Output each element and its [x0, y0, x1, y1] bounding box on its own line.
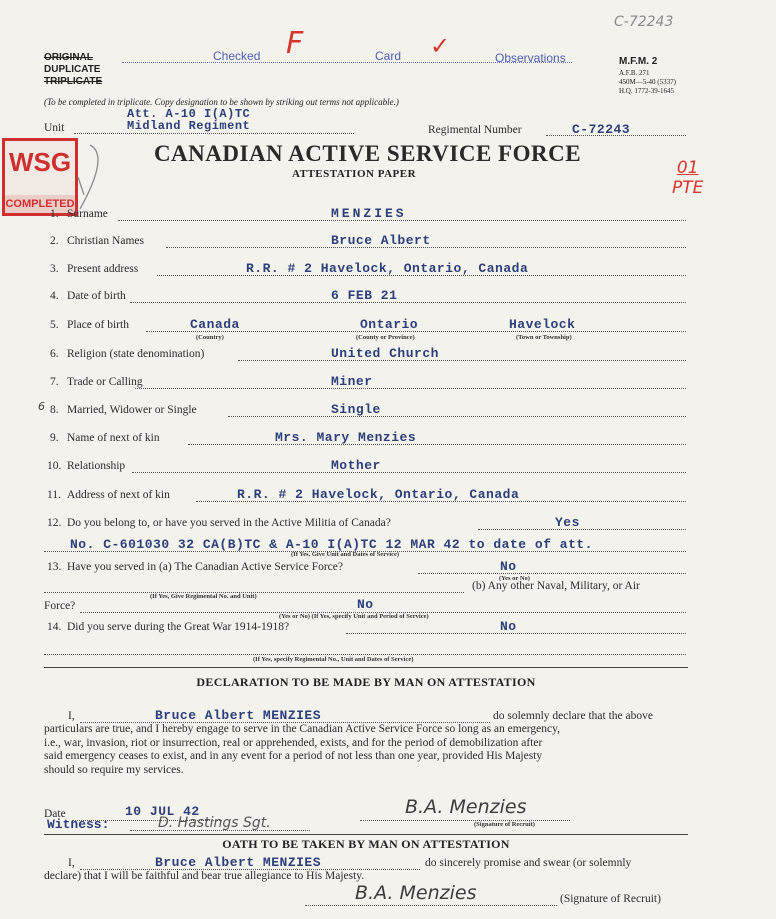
q5-caption-country: (Country): [196, 334, 224, 341]
unit-value-line1: Att. A-10 I(A)TC: [127, 107, 251, 121]
q7-trade-value: Miner: [331, 374, 373, 389]
q8-number: 8.: [50, 404, 59, 416]
oath-heading: OATH TO BE TAKEN BY MAN ON ATTESTATION: [222, 837, 510, 851]
copy-original: ORIGINAL: [44, 52, 93, 63]
q8-line: [228, 416, 686, 417]
q2-number: 2.: [50, 235, 59, 247]
observations-label: Observations: [495, 51, 566, 65]
q4-line: [130, 302, 686, 303]
card-check-mark: ✓: [430, 34, 451, 60]
q7-line: [135, 388, 686, 389]
q6-number: 6.: [50, 348, 59, 360]
form-code-afb: A.F.B. 271: [619, 69, 650, 77]
q12-label: Do you belong to, or have you served in the Active Militia of Canada?: [67, 517, 391, 529]
q14-caption: (If Yes, specify Regimental No., Unit and Dates of Service): [253, 656, 414, 663]
witness-label: Witness:: [47, 817, 110, 832]
q13-label: Have you served in (a) The Canadian Active Service Force?: [67, 561, 343, 573]
q11-label: Address of next of kin: [67, 489, 170, 501]
q10-relationship-value: Mother: [331, 458, 381, 473]
q14-detail-line: [44, 654, 686, 655]
form-code-print: 450M—5-40 (5337): [619, 78, 676, 86]
q6-label: Religion (state denomination): [67, 348, 205, 360]
card-label: Card: [375, 49, 402, 63]
q13b-label: (b) Any other Naval, Military, or Air: [472, 580, 640, 592]
q4-number: 4.: [50, 290, 59, 302]
q13b-caption: (Yes or No) (If Yes, specify Unit and Period of Service): [279, 613, 429, 620]
q2-label: Christian Names: [67, 235, 144, 247]
q13-caption-a: (If Yes, Give Regimental No. and Unit): [150, 593, 257, 600]
unit-label: Unit: [44, 122, 65, 134]
q10-label: Relationship: [67, 460, 126, 472]
q5-number: 5.: [50, 319, 59, 331]
q5-country-value: Canada: [190, 317, 240, 332]
q9-next-of-kin-value: Mrs. Mary Menzies: [275, 430, 417, 445]
q12-number: 12.: [47, 517, 62, 529]
q10-line: [132, 472, 686, 473]
form-codes: [619, 69, 676, 96]
q13a-answer: No: [500, 559, 517, 574]
unit-line: [74, 133, 354, 134]
q8-margin-note: 6: [38, 400, 45, 413]
declaration-date-value: 10 JUL 42: [125, 804, 200, 819]
signature-line-1: [360, 820, 570, 821]
q5-town-value: Havelock: [509, 317, 576, 332]
declaration-name-value: Bruce Albert MENZIES: [155, 708, 322, 723]
copy-designation: [44, 52, 102, 88]
witness-signature: D. Hastings Sgt.: [158, 815, 271, 831]
declaration-date-label: Date: [44, 808, 66, 820]
copy-duplicate: DUPLICATE: [44, 64, 101, 75]
q7-number: 7.: [50, 376, 59, 388]
rank-annotation: [672, 158, 703, 198]
rank-annotation-pte: PTE: [672, 178, 704, 198]
q14-number: 14.: [47, 621, 62, 633]
recruit-signature-2: B.A. Menzies: [355, 882, 477, 904]
oath-text-end: declare) that I will be faithful and bear true allegiance to His Majesty.: [44, 870, 365, 882]
declaration-text-start: do solemnly declare that the above: [493, 710, 653, 722]
q7-label: Trade or Calling: [67, 376, 143, 388]
q13-caption-yes-no: (Yes or No): [499, 575, 530, 582]
declaration-i: I,: [68, 710, 75, 722]
q6-religion-value: United Church: [331, 346, 439, 361]
q13-number: 13.: [47, 561, 62, 573]
q6-line: [238, 360, 686, 361]
q1-surname-value: MENZIES: [331, 206, 407, 221]
q12-caption: (If Yes, Give Unit and Dates of Service): [291, 551, 400, 558]
form-number: M.F.M. 2: [619, 56, 658, 67]
oath-signature-caption: (Signature of Recruit): [560, 893, 661, 905]
declaration-heading: DECLARATION TO BE MADE BY MAN ON ATTESTATION: [196, 675, 536, 689]
unit-value-line2: Midland Regiment: [127, 119, 251, 133]
q3-address-value: R.R. # 2 Havelock, Ontario, Canada: [246, 261, 529, 276]
q11-kin-address-value: R.R. # 2 Havelock, Ontario, Canada: [237, 487, 520, 502]
q10-number: 10.: [47, 460, 62, 472]
form-subtitle: ATTESTATION PAPER: [291, 168, 417, 180]
oath-text-start: do sincerely promise and swear (or solemnly: [425, 857, 632, 869]
rank-annotation-01: 01: [676, 158, 699, 178]
q4-label: Date of birth: [67, 290, 126, 302]
q2-christian-names-value: Bruce Albert: [331, 233, 431, 248]
section-divider-2: [44, 834, 688, 835]
declaration-body: particulars are true, and I hereby engage to serve in the Canadian Active Service Force so long as an emergency, i.e., war, invasion, riot or insurrection, real or apprehended, exists, and for the period of demobilization after said emergency ceases to exist, and in any event for a period of not less than one year, provided His Majesty should so require my services.: [44, 723, 561, 776]
form-title: CANADIAN ACTIVE SERVICE FORCE: [153, 141, 582, 166]
q9-label: Name of next of kin: [67, 432, 160, 444]
checked-mark: F: [286, 26, 304, 61]
q5-province-value: Ontario: [360, 317, 419, 332]
section-divider-1: [44, 667, 688, 668]
signature-caption-1: (Signature of Recruit): [474, 821, 535, 828]
q12-detail-value: No. C-601030 32 CA(B)TC & A-10 I(A)TC 12 MAR 42 to date of att.: [70, 537, 593, 552]
q12-line: [478, 529, 686, 530]
copy-triplicate: TRIPLICATE: [44, 76, 103, 87]
form-code-hq: H.Q. 1772-39-1645: [619, 87, 675, 95]
triplicate-instruction: (To be completed in triplicate. Copy designation to be shown by striking out terms not applicable.): [44, 97, 399, 107]
q5-caption-province: (County or Province): [356, 334, 415, 341]
q3-label: Present address: [67, 263, 139, 275]
stamp-text-wsg: WSG: [8, 147, 72, 177]
recruit-signature-1: B.A. Menzies: [405, 796, 527, 818]
q13b-answer: No: [357, 597, 374, 612]
q9-line: [188, 444, 686, 445]
q1-number: 1.: [50, 208, 59, 220]
archive-number: C-72243: [614, 14, 674, 30]
q8-marital-value: Single: [331, 402, 381, 417]
oath-name-value: Bruce Albert MENZIES: [155, 855, 322, 870]
regimental-number-value: C-72243: [572, 122, 631, 137]
q11-number: 11.: [47, 489, 61, 501]
q13b-force-label: Force?: [44, 600, 76, 612]
regimental-number-label: Regimental Number: [428, 124, 522, 136]
q13-line: [418, 573, 686, 574]
q4-birthdate-value: 6 FEB 21: [331, 288, 398, 303]
q8-label: Married, Widower or Single: [67, 404, 197, 416]
q1-label: Surname: [67, 208, 108, 220]
q5-caption-town: (Town or Township): [516, 334, 572, 341]
q9-number: 9.: [50, 432, 59, 444]
q12-answer: Yes: [555, 515, 580, 530]
oath-i: I,: [68, 857, 75, 869]
oath-signature-line: [305, 905, 557, 906]
checked-label: Checked: [213, 49, 261, 63]
q14-answer: No: [500, 619, 517, 634]
q5-label: Place of birth: [67, 319, 129, 331]
q3-number: 3.: [50, 263, 59, 275]
stamp-text-completed: COMPLETED: [5, 198, 75, 210]
q14-label: Did you serve during the Great War 1914-1918?: [67, 621, 290, 633]
unit-value: [127, 108, 250, 132]
